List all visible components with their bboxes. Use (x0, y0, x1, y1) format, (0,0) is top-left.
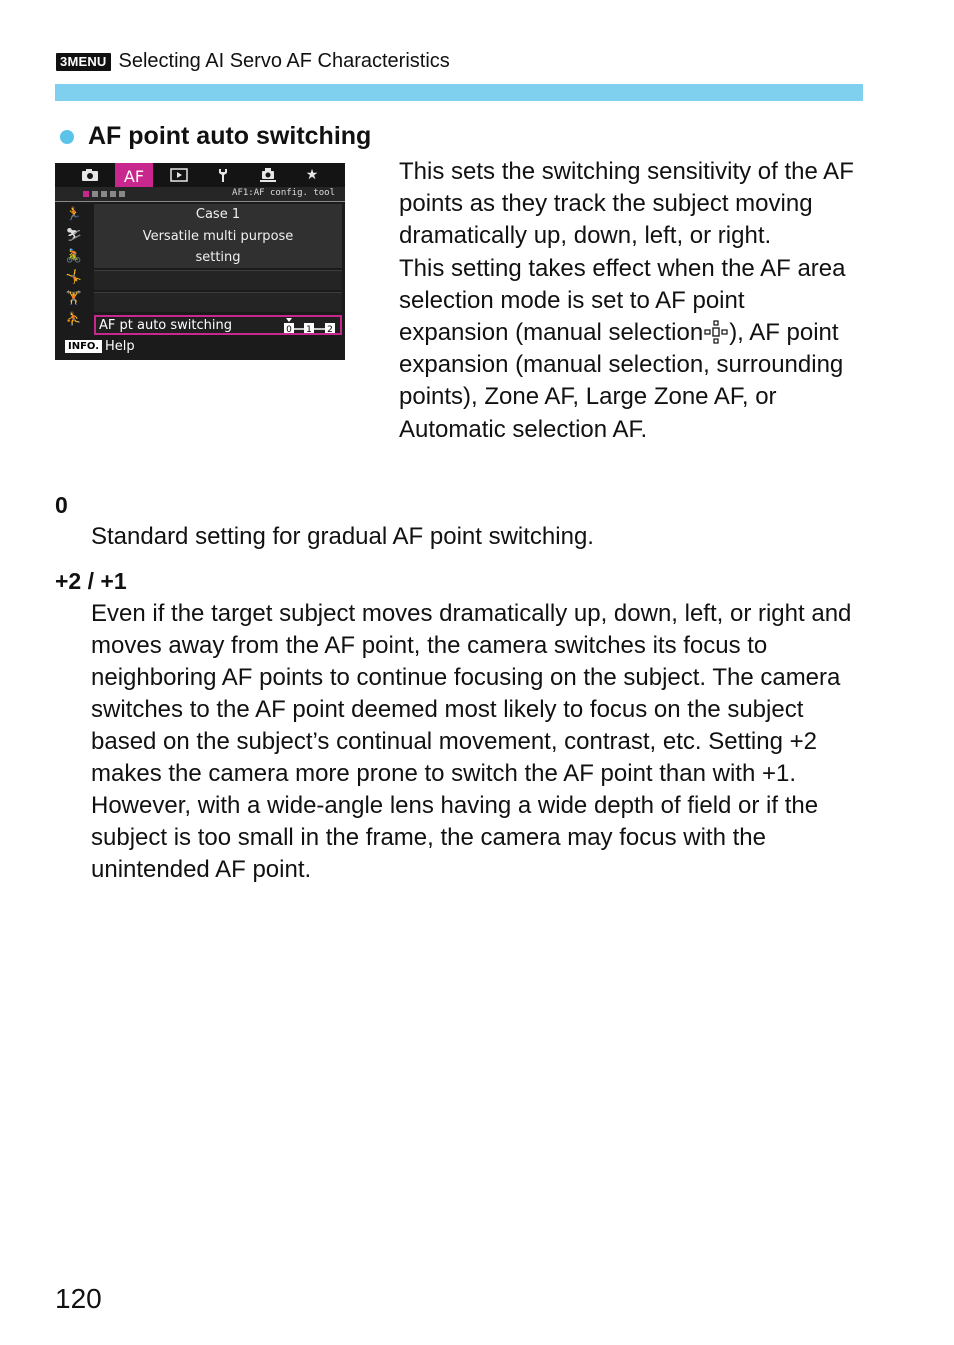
star-icon: ★ (305, 167, 319, 183)
menu-tab-badge: 3MENU (56, 53, 111, 71)
custom-function-icon (257, 166, 279, 184)
item-label-0: 0 (55, 492, 68, 518)
case2-skater-icon: ⛷ (65, 228, 83, 243)
subtab-dot (119, 191, 125, 197)
case-title: Case 1 (195, 207, 241, 222)
scale-label-0: 0 (286, 325, 292, 334)
item-paragraph: However, with a wide-angle lens having a wide depth of field or if the subject is too small in the frame, the camera may focus with the unintended AF point. (91, 792, 819, 883)
item-paragraph: Even if the target subject moves dramatically up, down, left, or right and moves away from the AF point, the camera switches its focus to neighboring AF points to continue focusing on the subject. The camera switches to the AF point deemed most likely to focus on the subject based on the subject’s continual movement, contrast, etc. Setting +2 makes the camera more prone to switch the AF point than with +1. (91, 600, 852, 787)
scale-label-2: 2 (327, 325, 333, 334)
lcd-selected-item (94, 315, 342, 335)
section-title: AF point auto switching (88, 122, 372, 150)
info-badge: INFO. (65, 340, 102, 353)
page-header (56, 50, 450, 73)
case4-jumper-icon: 🤸 (65, 270, 83, 285)
intro-text (399, 156, 859, 446)
case6-skier-icon: ⛹ (65, 312, 83, 327)
section-heading (60, 122, 371, 151)
item-paragraph: Standard setting for gradual AF point switching. (91, 523, 594, 550)
lcd-subtab-row (55, 187, 345, 202)
intro-paragraph-mode: This setting takes effect when the AF area selection mode is set to AF point expansion (manual selection ), AF point expansion (manual selection, surrounding points), Zone AF, Large Zone AF, or Automatic selection AF. (399, 254, 846, 443)
case-line: Versatile multi purpose (142, 228, 294, 244)
lcd-empty-row (94, 270, 342, 290)
case1-runner-icon: 🏃 (65, 207, 83, 222)
lcd-help-row (65, 339, 135, 354)
help-label: Help (105, 339, 135, 354)
header-accent-bar (55, 84, 863, 101)
camera-icon (79, 166, 101, 184)
lcd-empty-row (94, 292, 342, 312)
camera-lcd-screen (55, 163, 345, 360)
subtab-dot (101, 191, 107, 197)
intro-paragraph: This sets the switching sensitivity of the AF points as they track the subject moving dramatically up, down, left, or right. (399, 158, 854, 250)
selected-item-label: AF pt auto switching (99, 318, 232, 333)
case-description (94, 204, 342, 268)
item-body-0 (91, 521, 866, 553)
case3-racer-icon: 🚴 (65, 249, 83, 264)
header-title: Selecting AI Servo AF Characteristics (118, 50, 450, 72)
case-line: setting (195, 250, 241, 265)
lcd-menu-id: AF1:AF config. tool (232, 188, 335, 198)
scale-label-1: 1 (306, 325, 312, 334)
subtab-dot (92, 191, 98, 197)
af-point-expansion-icon (703, 320, 729, 344)
wrench-icon (212, 166, 234, 184)
case5-gymnast-icon: 🏋 (65, 291, 83, 306)
case-icons-column (59, 204, 89, 330)
item-label-plus: +2 / +1 (55, 568, 127, 594)
bullet-icon (60, 130, 74, 144)
item-body-plus (91, 598, 866, 886)
subtab-dot-active (83, 191, 89, 197)
lcd-tab-bar (55, 163, 345, 187)
af-tab: AF (115, 163, 153, 189)
playback-icon (168, 166, 190, 184)
subtab-dot (110, 191, 116, 197)
subtab-dots (83, 191, 125, 197)
switching-scale (281, 318, 337, 334)
page-number: 120 (55, 1283, 102, 1314)
